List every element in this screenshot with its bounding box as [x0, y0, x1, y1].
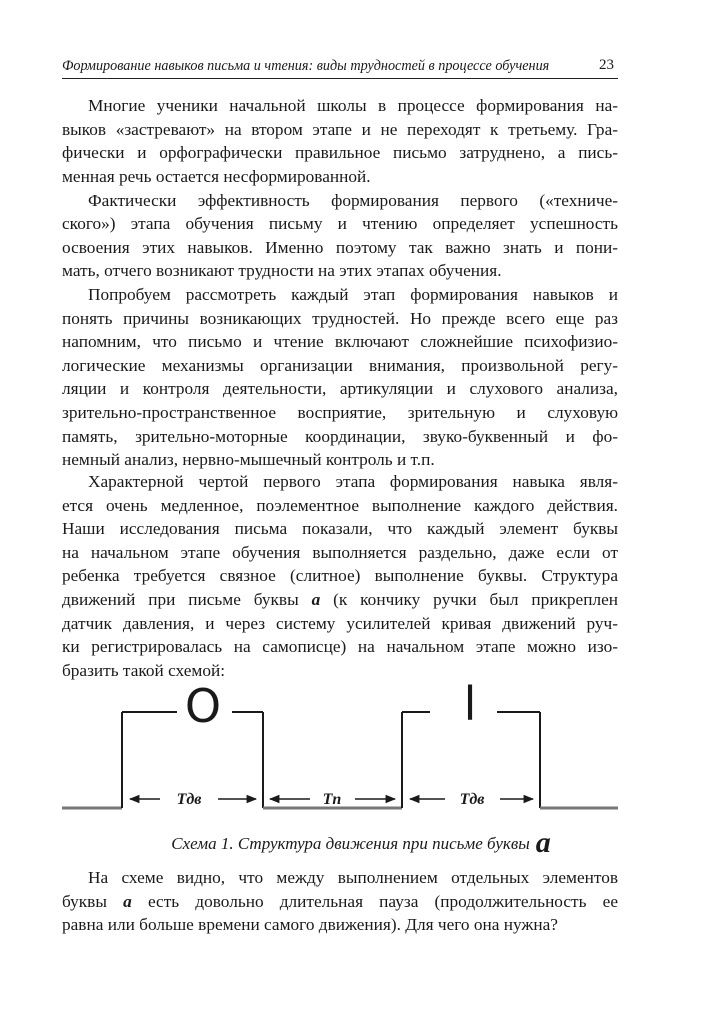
text-line: логические механизмы организации внимания, произвольной регу- [62, 355, 618, 375]
text-line: менная речь остается несформированной. [62, 166, 371, 186]
text-line [62, 890, 618, 914]
text-line: датчик давления, и через систему усилителей кривая движений руч- [62, 613, 618, 633]
text-line: понять причины возникающих трудностей. Но прежде всего еще раз [62, 308, 618, 328]
caption-text: Схема 1. Структура движения при письме буквы [171, 834, 530, 853]
text-line: на начальном этапе обучения выполняется раздельно, даже если от [62, 542, 618, 562]
text-fragment: буквы [62, 891, 124, 911]
text-fragment: (к кончику ручки был прикреплен [333, 589, 618, 609]
letter-a-bold: а [311, 589, 321, 609]
text-line: Многие ученики начальной школы в процессе формирования на- [88, 96, 618, 115]
text-line: мать, отчего возникают трудности на этих этапах обучения. [62, 261, 502, 281]
text-line: зрительно-пространственное восприятие, зрительную и слуховую [62, 402, 618, 422]
text-line: Попробуем рассмотреть каждый этап формирования навыков и [88, 285, 618, 304]
text-line: На схеме видно, что между выполнением отдельных элементов [88, 868, 618, 887]
paragraph-3 [62, 283, 618, 472]
text-line: ки регистрировалась на самописце) на начальном этапе можно изо- [62, 637, 618, 657]
text-line: напомним, что письмо и чтение включают сложнейшие психофизио- [62, 332, 618, 352]
paragraph-1 [62, 94, 618, 188]
letter-element-o: O [184, 679, 222, 733]
segment-label-tp: Tп [322, 791, 342, 808]
caption-letter: а [535, 826, 551, 859]
segment-label-tdv-2: Tдв [459, 791, 485, 808]
page-number: 23 [599, 57, 614, 73]
text-line: бразить такой схемой: [62, 660, 226, 680]
text-line: память, зрительно-моторные координации, звуко-буквенный и фо- [62, 426, 618, 446]
text-line: равна или больше времени самого движения). Для чего она нужна? [62, 915, 558, 935]
text-line: Наши исследования письма показали, что каждый элемент буквы [62, 519, 618, 539]
text-line: немный анализ, нервно-мышечный контроль и т.п. [62, 450, 435, 470]
text-line: Характерной чертой первого этапа формирования навыка явля- [88, 472, 618, 491]
letter-a-bold: а [123, 891, 132, 911]
text-line: выков «застревают» на втором этапе и не переходят к третьему. Гра- [62, 119, 618, 139]
text-fragment: есть довольно длительная пауза (продолжительность ее [147, 891, 618, 911]
segment-label-tdv-1: Tдв [176, 791, 202, 808]
text-line [62, 588, 618, 612]
text-line: ляции и контроля деятельности, артикуляции и слухового анализа, [62, 379, 618, 399]
text-line: ется очень медленное, поэлементное выполнение каждого действия. [62, 495, 618, 515]
paragraph-4 [62, 470, 618, 682]
figure-caption [0, 826, 722, 860]
paragraph-2 [62, 189, 618, 283]
text-line: ского») этапа обучения письму и чтению определяет успешность [62, 214, 618, 234]
text-line: Фактически эффективность формирования первого («техниче- [88, 190, 618, 210]
text-line: освоения этих навыков. Именно поэтому так важно знать и пони- [62, 237, 618, 257]
movement-structure-diagram [60, 674, 620, 824]
header-title: Формирование навыков письма и чтения: виды трудностей в процессе обучения [62, 58, 550, 74]
letter-element-l: l [463, 677, 477, 731]
running-header [62, 56, 618, 79]
text-line: фически и орфографически правильное письмо затруднено, а пись- [62, 143, 618, 163]
text-fragment: движений при письме буквы [62, 589, 312, 609]
text-line: ребенка требуется связное (слитное) выполнение буквы. Структура [62, 566, 618, 586]
paragraph-5 [62, 866, 618, 937]
